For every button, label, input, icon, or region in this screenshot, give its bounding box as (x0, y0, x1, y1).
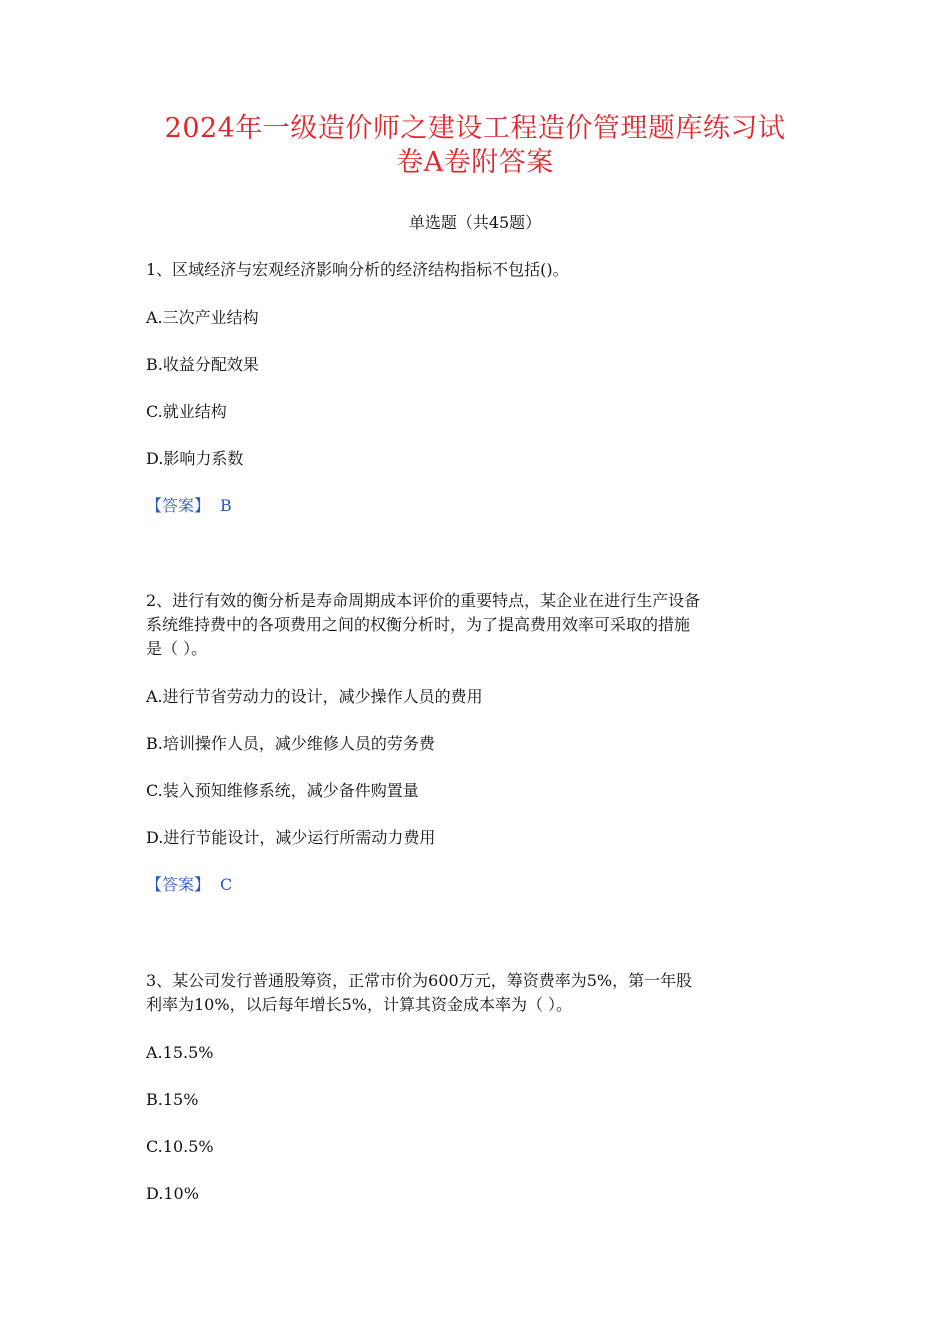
answer-value: B (220, 496, 232, 515)
question-2-text-line-3: 是（ ）。 (146, 639, 208, 658)
question-3-option-d: D.10% (146, 1184, 199, 1203)
question-1-option-c: C.就业结构 (146, 402, 227, 421)
question-2-text-line-2: 系统维持费中的各项费用之间的权衡分析时，为了提高费用效率可采取的措施 (146, 615, 691, 634)
question-1-option-d: D.影响力系数 (146, 449, 244, 468)
question-1-option-b: B.收益分配效果 (146, 355, 259, 374)
question-3-option-b: B.15% (146, 1090, 199, 1109)
question-2-answer (146, 873, 232, 897)
question-2-option-a: A.进行节省劳动力的设计，减少操作人员的费用 (146, 687, 483, 706)
question-2-option-d: D.进行节能设计，减少运行所需动力费用 (146, 828, 436, 847)
question-2-text-line-1: 2、进行有效的衡分析是寿命周期成本评价的重要特点，某企业在进行生产设备 (146, 591, 701, 610)
question-3-option-a: A.15.5% (146, 1043, 214, 1062)
question-1-option-a: A.三次产业结构 (146, 308, 259, 327)
question-2-option-b: B.培训操作人员，减少维修人员的劳务费 (146, 734, 435, 753)
document-title-line-1: 2024年一级造价师之建设工程造价管理题库练习试 (164, 113, 786, 144)
answer-label: 【答案】 (146, 496, 211, 515)
answer-value: C (220, 875, 233, 894)
question-2-option-c: C.装入预知维修系统，减少备件购置量 (146, 781, 419, 800)
answer-label: 【答案】 (146, 875, 211, 894)
question-3-text-line-2: 利率为10%，以后每年增长5%，计算其资金成本率为（ ）。 (146, 995, 573, 1014)
question-1-answer (146, 494, 232, 518)
question-3-option-c: C.10.5% (146, 1137, 214, 1156)
question-3-text-line-1: 3、某公司发行普通股筹资，正常市价为600万元，筹资费率为5%，第一年股 (146, 971, 693, 990)
document-title-line-2: 卷A卷附答案 (396, 147, 554, 178)
section-heading: 单选题（共45题） (408, 213, 542, 232)
question-1-text: 1、区域经济与宏观经济影响分析的经济结构指标不包括()。 (146, 260, 569, 279)
